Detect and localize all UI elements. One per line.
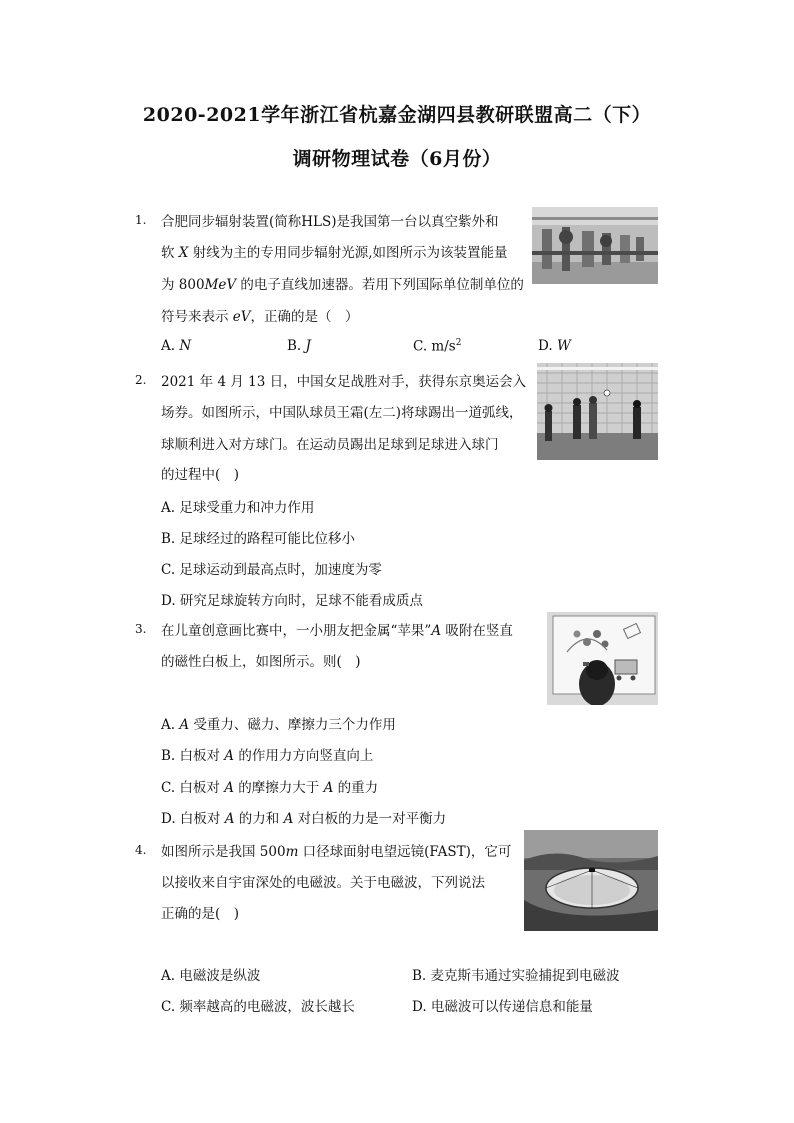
question-text-line: 的过程中( ) bbox=[161, 467, 240, 483]
option-a: A. 电磁波是纵波 bbox=[161, 968, 261, 984]
fast-telescope-photo bbox=[524, 830, 658, 931]
option-c: C. 频率越高的电磁波，波长越长 bbox=[161, 999, 355, 1015]
option-b: B. J bbox=[287, 338, 311, 354]
soccer-goal-photo bbox=[537, 363, 658, 460]
document-title-line-2: 调研物理试卷（6月份） bbox=[292, 148, 502, 170]
option-c: C. 白板对 A 的摩擦力大于 A 的重力 bbox=[161, 780, 379, 796]
option-c: C. 足球运动到最高点时，加速度为零 bbox=[161, 562, 382, 578]
option-d: D. W bbox=[538, 338, 571, 354]
question-number: 3. bbox=[135, 622, 147, 636]
option-b: B. 足球经过的路程可能比位移小 bbox=[161, 531, 356, 547]
question-text-line: 场券。如图所示，中国队球员王霜(左二)将球踢出一道弧线， bbox=[161, 405, 523, 421]
question-number: 4. bbox=[135, 843, 147, 857]
question-text-line: 的磁性白板上，如图所示。则( ) bbox=[161, 654, 361, 670]
question-number: 1. bbox=[135, 213, 147, 227]
option-b: B. 麦克斯韦通过实验捕捉到电磁波 bbox=[412, 968, 620, 984]
question-text-line: 2021 年 4 月 13 日，中国女足战胜对手，获得东京奥运会入 bbox=[161, 374, 527, 390]
option-c: C. $m/s^2$ bbox=[413, 338, 462, 355]
question-text-line: 符号来表示 eV，正确的是（ ） bbox=[161, 309, 359, 325]
option-b: B. 白板对 A 的作用力方向竖直向上 bbox=[161, 748, 374, 764]
option-a: A. N bbox=[161, 338, 192, 354]
question-number: 2. bbox=[135, 373, 147, 387]
document-title-line-1: 2020-2021学年浙江省杭嘉金湖四县教研联盟高二（下） bbox=[142, 104, 652, 126]
option-d: D. 研究足球旋转方向时，足球不能看成质点 bbox=[161, 593, 423, 609]
question-text-line: 如图所示是我国 500m 口径球面射电望远镜(FAST)，它可 bbox=[161, 844, 512, 860]
question-text-line: 合肥同步辐射装置(简称HLS)是我国第一台以真空紫外和 bbox=[161, 214, 499, 230]
question-text-line: 以接收来自宇宙深处的电磁波。关于电磁波，下列说法 bbox=[161, 875, 485, 891]
question-text-line: 球顺利进入对方球门。在运动员踢出足球到足球进入球门 bbox=[161, 437, 499, 453]
question-text-line: 正确的是( ) bbox=[161, 906, 240, 922]
question-text-line: 软 X 射线为主的专用同步辐射光源,如图所示为该装置能量 bbox=[161, 245, 508, 261]
option-a: A. 足球受重力和冲力作用 bbox=[161, 500, 315, 516]
option-d: D. 电磁波可以传递信息和能量 bbox=[412, 999, 593, 1015]
option-a: A. A 受重力、磁力、摩擦力三个力作用 bbox=[161, 717, 396, 733]
question-text-line: 在儿童创意画比赛中，一小朋友把金属“苹果”A 吸附在竖直 bbox=[161, 623, 513, 639]
whiteboard-drawing-photo bbox=[547, 612, 658, 705]
option-d: D. 白板对 A 的力和 A 对白板的力是一对平衡力 bbox=[161, 811, 447, 827]
question-text-line: 为 800MeV 的电子直线加速器。若用下列国际单位制单位的 bbox=[161, 277, 524, 293]
accelerator-photo bbox=[532, 207, 658, 284]
